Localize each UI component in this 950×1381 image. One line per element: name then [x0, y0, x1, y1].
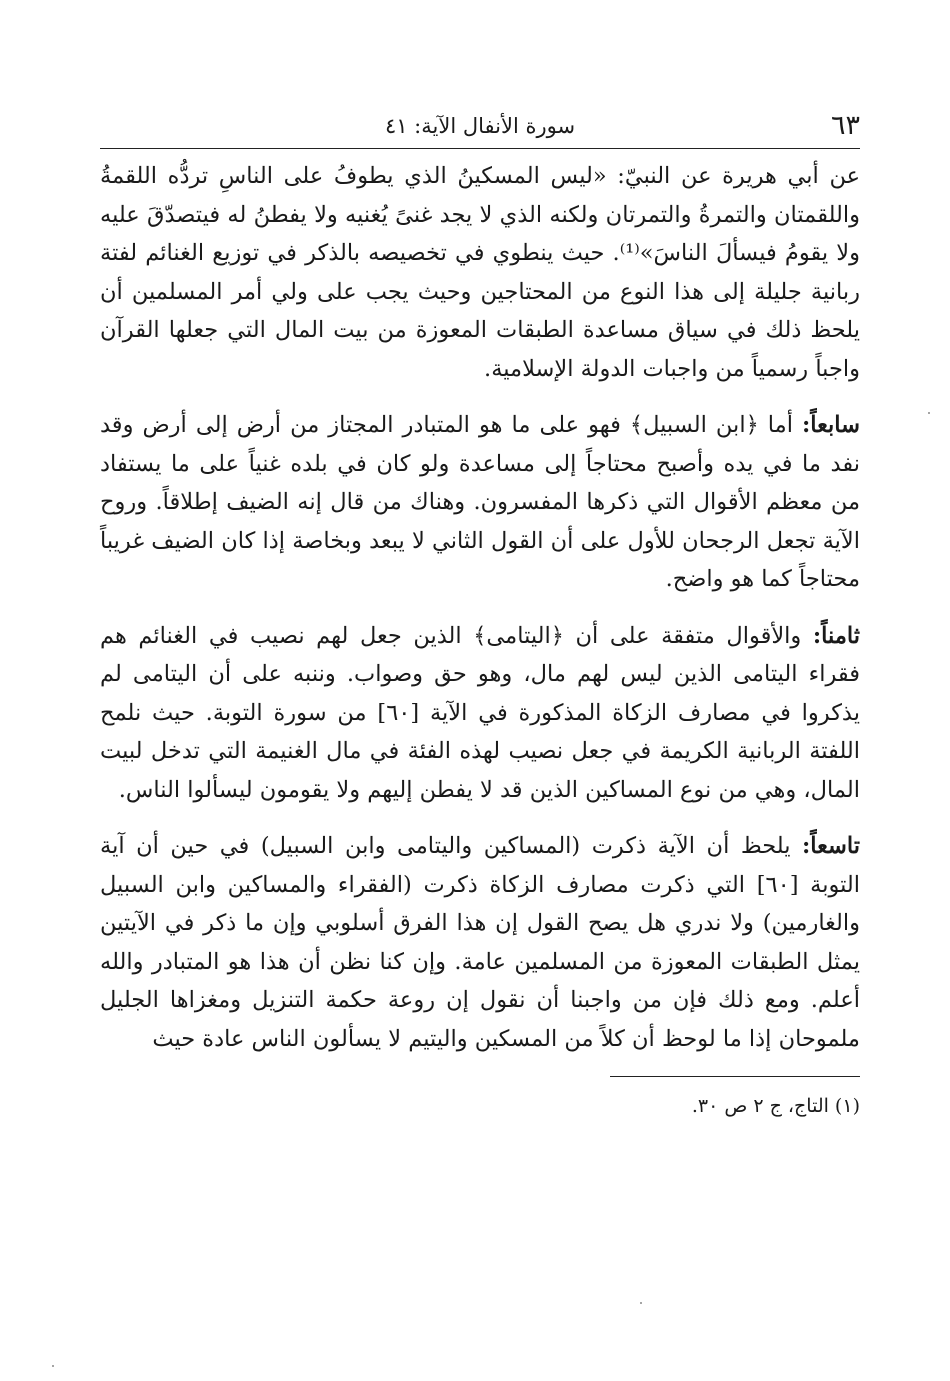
paragraph-text: عن أبي هريرة عن النبيّ: «ليس المسكينُ الذي يطوفُ على الناسِ تردُّه اللقمةُ واللقمتان والتمرةُ والتمرتان ولكنه الذي لا يجد غنىً يُغنيه ولا يفطنُ له فيتصدّقَ عليه ولا يقومُ فيسألَ الناسَ»⁽¹⁾. حيث ينطوي في تخصيصه بالذكر في توزيع الغنائم لفتة ربانية جليلة إلى هذا النوع من المحتاجين وحيث يجب على ولي أمر المسلمين أن يلحظ ذلك في سياق مساعدة الطبقات المعوزة من بيت المال التي جعلها القرآن واجباً رسمياً من واجبات الدولة الإسلامية.	[100, 163, 860, 382]
scan-speck	[52, 1365, 54, 1367]
paragraph	[100, 157, 860, 388]
paragraph-lead: ثامناً:	[812, 622, 860, 649]
book-page	[100, 110, 860, 1121]
page-number: ٦٣	[830, 110, 860, 141]
paragraph-lead: سابعاً:	[802, 412, 860, 438]
scan-speck	[928, 412, 930, 414]
paragraph-text: أما ﴿ابن السبيل﴾ فهو على ما هو المتبادر المجتاز من أرض إلى أرض وقد نفد ما في يده وأصبح محتاجاً إلى مساعدة ولو كان في بلده غنياً على ما يستفاد من معظم الأقوال التي ذكرها المفسرون. وهناك من قال إنه الضيف إطلاقاً. وروح الآية تجعل الرجحان للأول على أن القول الثاني لا يبعد وبخاصة إذا كان الضيف غريباً محتاجاً كما هو واضح.	[100, 412, 860, 592]
running-head	[100, 110, 860, 148]
paragraph-text: يلحظ أن الآية ذكرت (المساكين واليتامى وابن السبيل) في حين أن آية التوبة [٦٠] التي ذكرت مصارف الزكاة ذكرت (الفقراء والمساكين وابن السبيل والغارمين) ولا ندري هل يصح القول إن هذا الفرق أسلوبي وإن ما ذكر في الآيتين يمثل الطبقات المعوزة من المسلمين عامة. وإن كنا نظن أن هذا هو المتبادر والله أعلم. ومع ذلك فإن من واجبنا أن نقول إن روعة حكمة التنزيل ومغزاها الجليل ملموحان إذا ما لوحظ أن كلاً من المسكين واليتيم لا يسألون الناس عادة حيث	[100, 833, 861, 1052]
paragraph-text: والأقوال متفقة على أن ﴿اليتامى﴾ الذين جعل لهم نصيب في الغنائم هم فقراء اليتامى الذين ليس لهم مال، وهو حق وصواب. وننبه على أن اليتامى لم يذكروا في مصارف الزكاة المذكورة في الآية [٦٠] من سورة التوبة. حيث نلمح اللفتة الربانية الكريمة في جعل نصيب لهذه الفئة في مال الغنيمة التي تدخل لبيت المال، وهي من نوع المساكين الذين قد لا يفطن إليهم ولا يقومون ليسألوا الناس.	[100, 622, 860, 803]
header-rule	[100, 148, 860, 149]
running-title: سورة الأنفال الآية: ٤١	[384, 114, 576, 138]
body-text	[100, 157, 860, 1058]
paragraph	[100, 406, 860, 599]
paragraph-lead: تاسعاً:	[802, 833, 860, 859]
scan-speck	[640, 1302, 642, 1304]
paragraph	[100, 617, 860, 810]
paragraph	[100, 827, 860, 1058]
footnote-rule	[610, 1076, 860, 1077]
footnote: (١) التاج، ج ٢ ص ٣٠.	[691, 1095, 860, 1117]
